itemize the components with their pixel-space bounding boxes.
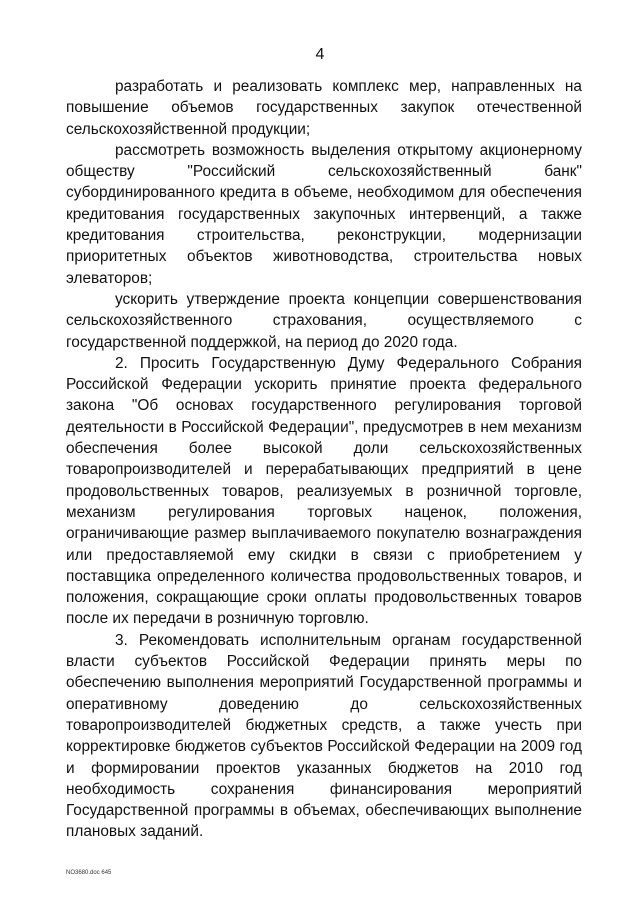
- document-body: [66, 76, 582, 843]
- paragraph: разработать и реализовать комплекс мер, направленных на повышение объемов государственных закупок отечественной сельскохозяйственной продукции;: [66, 78, 582, 138]
- page-number: 4: [315, 46, 325, 63]
- document-file-code: NO3680.doc 645: [66, 870, 112, 876]
- paragraph: рассмотреть возможность выделения открытому акционерному обществу "Российский сельскохозяйственный банк" субординированного кредита в объеме, необходимом для обеспечения кредитования государственных закупочных интервенций, а также кредитования строительства, реконструкции, модернизации приоритетных объектов животноводства, строительства новых элеваторов;: [66, 141, 582, 287]
- paragraph: 2. Просить Государственную Думу Федерального Собрания Российской Федерации ускорить принятие проекта федерального закона "Об основах государственного регулирования торговой деятельности в Российской Федерации", предусмотрев в нем механизм обеспечения более высокой доли сельскохозяйственных товаропроизводителей и перерабатывающих предприятий в цене продовольственных товаров, реализуемых в розничной торговле, механизм регулирования торговых наценок, положения, ограничивающие размер выплачиваемого покупателю вознаграждения или предоставляемой ему скидки в связи с приобретением у поставщика определенного количества продовольственных товаров, и положения, сокращающие сроки оплаты продовольственных товаров после их передачи в розничную торговлю.: [66, 354, 582, 628]
- paragraph: 3. Рекомендовать исполнительным органам государственной власти субъектов Российской Федерации принять меры по обеспечению выполнения мероприятий Государственной программы и оперативному доведению до сельскохозяйственных товаропроизводителей бюджетных средств, а также учесть при корректировке бюджетов субъектов Российской Федерации на 2009 год и формировании проектов указанных бюджетов на 2010 год необходимость сохранения финансирования мероприятий Государственной программы в объемах, обеспечивающих выполнение плановых заданий.: [66, 631, 582, 841]
- paragraph: ускорить утверждение проекта концепции совершенствования сельскохозяйственного страхования, осуществляемого с государственной поддержкой, на период до 2020 года.: [66, 290, 582, 351]
